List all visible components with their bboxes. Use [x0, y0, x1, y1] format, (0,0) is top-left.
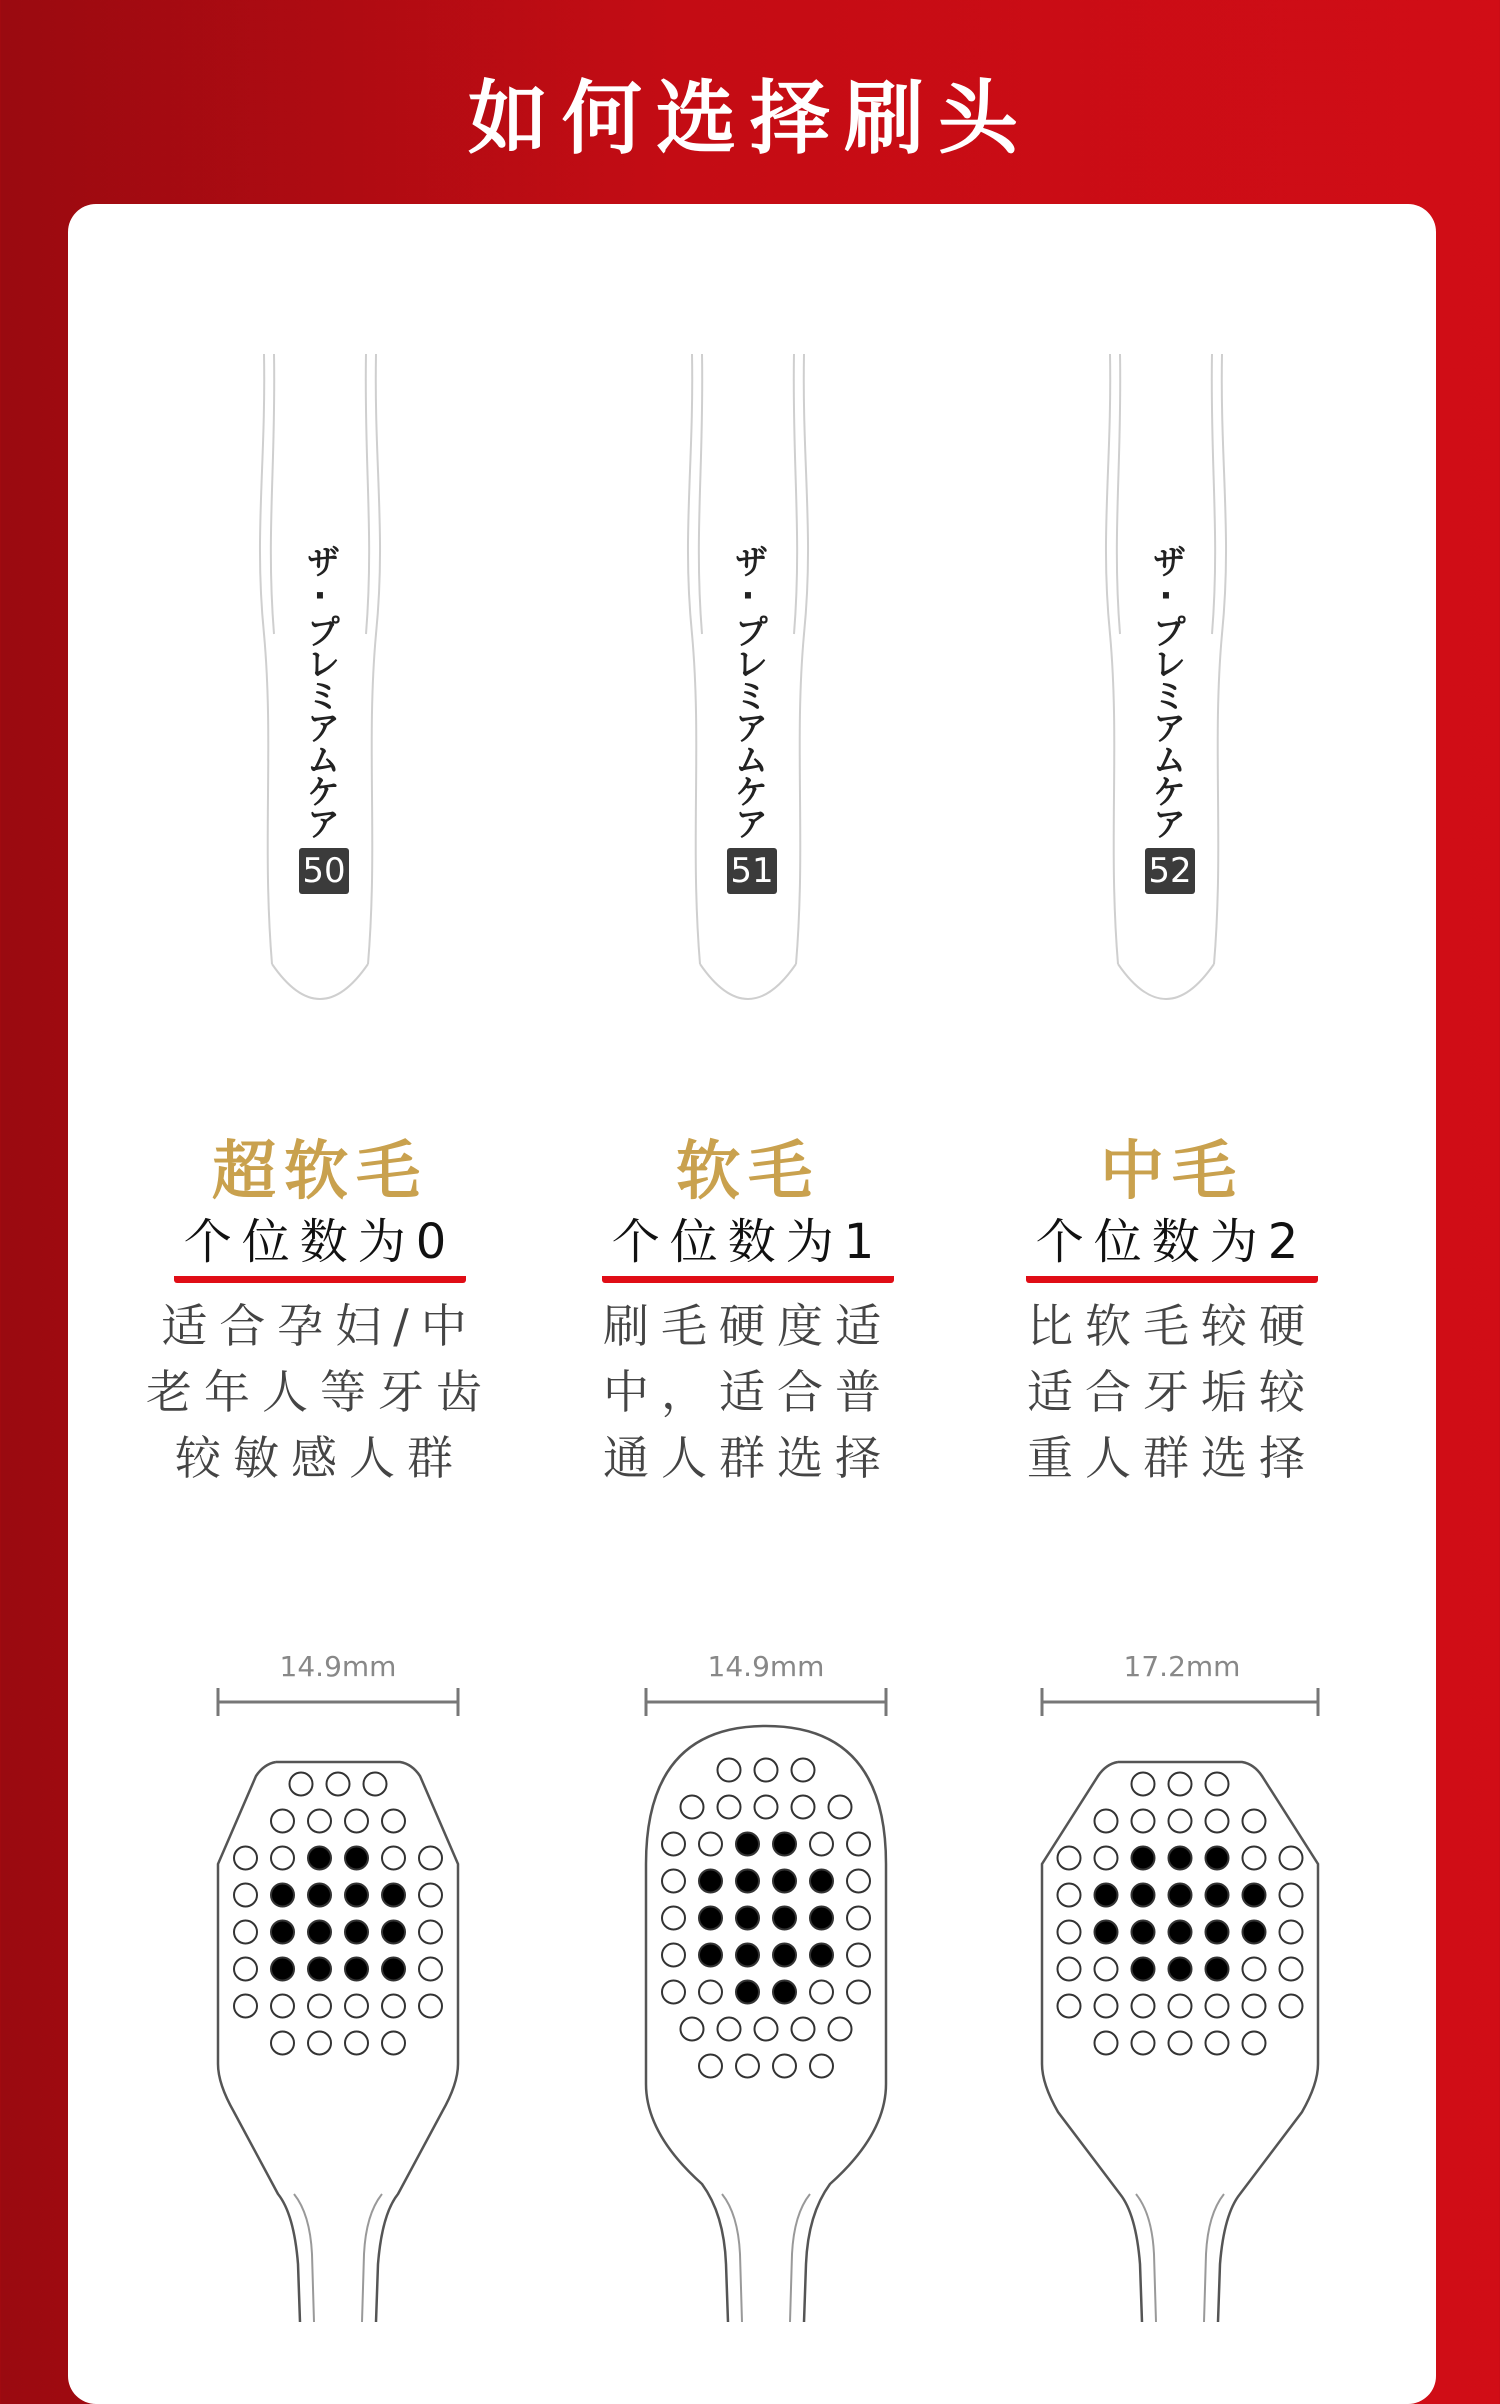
filled-tuft — [382, 1958, 405, 1981]
hollow-tuft — [810, 1981, 833, 2004]
hollow-tuft — [773, 2055, 796, 2078]
filled-tuft — [382, 1921, 405, 1944]
hollow-tuft — [718, 2018, 741, 2041]
hollow-tuft — [810, 2055, 833, 2078]
hollow-tuft — [419, 1958, 442, 1981]
hollow-tuft — [234, 1847, 257, 1870]
hollow-tuft — [1058, 1921, 1081, 1944]
hollow-tuft — [1095, 2032, 1118, 2055]
hollow-tuft — [847, 1944, 870, 1967]
hollow-tuft — [1058, 1847, 1081, 1870]
hollow-tuft — [829, 1796, 852, 1819]
hollow-tuft — [1280, 1995, 1303, 2018]
filled-tuft — [1206, 1884, 1229, 1907]
filled-tuft — [736, 1907, 759, 1930]
filled-tuft — [1132, 1884, 1155, 1907]
firmness-title: 中毛 — [1100, 1135, 1244, 1209]
hollow-tuft — [662, 1944, 685, 1967]
hollow-tuft — [699, 1833, 722, 1856]
hollow-tuft — [419, 1995, 442, 2018]
hollow-tuft — [810, 1833, 833, 1856]
hollow-tuft — [1132, 1773, 1155, 1796]
hollow-tuft — [271, 2032, 294, 2055]
filled-tuft — [1169, 1884, 1192, 1907]
hollow-tuft — [1280, 1921, 1303, 1944]
hollow-tuft — [1169, 1773, 1192, 1796]
filled-tuft — [1095, 1921, 1118, 1944]
filled-tuft — [308, 1884, 331, 1907]
hollow-tuft — [234, 1995, 257, 2018]
content-card — [68, 204, 1436, 2404]
hollow-tuft — [1280, 1884, 1303, 1907]
hollow-tuft — [234, 1921, 257, 1944]
hollow-tuft — [1095, 1847, 1118, 1870]
hollow-tuft — [662, 1907, 685, 1930]
hollow-tuft — [699, 1981, 722, 2004]
filled-tuft — [736, 1833, 759, 1856]
filled-tuft — [810, 1907, 833, 1930]
hollow-tuft — [419, 1847, 442, 1870]
hollow-tuft — [1095, 1810, 1118, 1833]
width-label-52: 17.2mm — [1123, 1650, 1241, 1683]
description-line: 刷毛硬度适 — [603, 1299, 893, 1353]
hollow-tuft — [1095, 1958, 1118, 1981]
filled-tuft — [1206, 1921, 1229, 1944]
filled-tuft — [773, 1981, 796, 2004]
filled-tuft — [1206, 1847, 1229, 1870]
hollow-tuft — [847, 1981, 870, 2004]
hollow-tuft — [419, 1921, 442, 1944]
filled-tuft — [345, 1884, 368, 1907]
hollow-tuft — [345, 1810, 368, 1833]
hollow-tuft — [1058, 1958, 1081, 1981]
hollow-tuft — [847, 1833, 870, 1856]
filled-tuft — [773, 1870, 796, 1893]
filled-tuft — [773, 1833, 796, 1856]
filled-tuft — [736, 1981, 759, 2004]
hollow-tuft — [327, 1773, 350, 1796]
hollow-tuft — [1132, 1995, 1155, 2018]
width-label-50: 14.9mm — [279, 1650, 397, 1683]
filled-tuft — [1243, 1884, 1266, 1907]
brush-head-outline-50 — [218, 1762, 458, 2322]
hollow-tuft — [1132, 2032, 1155, 2055]
hollow-tuft — [829, 2018, 852, 2041]
hollow-tuft — [718, 1759, 741, 1782]
description-line: 较敏感人群 — [175, 1431, 465, 1485]
handle-label-51: ザ·プレミアムケア — [728, 544, 768, 838]
filled-tuft — [736, 1870, 759, 1893]
filled-tuft — [810, 1870, 833, 1893]
hollow-tuft — [382, 1810, 405, 1833]
filled-tuft — [345, 1958, 368, 1981]
handle-label-52: ザ·プレミアムケア — [1146, 544, 1186, 838]
description-line: 通人群选择 — [603, 1431, 893, 1485]
filled-tuft — [1132, 1921, 1155, 1944]
hollow-tuft — [1206, 1773, 1229, 1796]
filled-tuft — [1095, 1884, 1118, 1907]
hollow-tuft — [1095, 1995, 1118, 2018]
filled-tuft — [308, 1847, 331, 1870]
filled-tuft — [271, 1958, 294, 1981]
filled-tuft — [1132, 1958, 1155, 1981]
filled-tuft — [1206, 1958, 1229, 1981]
hollow-tuft — [755, 2018, 778, 2041]
hollow-tuft — [1206, 1995, 1229, 2018]
hollow-tuft — [382, 2032, 405, 2055]
hollow-tuft — [1169, 2032, 1192, 2055]
hollow-tuft — [290, 1773, 313, 1796]
hollow-tuft — [699, 2055, 722, 2078]
hollow-tuft — [1058, 1995, 1081, 2018]
hollow-tuft — [308, 1995, 331, 2018]
hollow-tuft — [1058, 1884, 1081, 1907]
description-line: 适合孕妇/中 — [161, 1299, 479, 1353]
width-label-51: 14.9mm — [707, 1650, 825, 1683]
filled-tuft — [699, 1870, 722, 1893]
rule-text: 个位数为0 — [174, 1210, 467, 1283]
filled-tuft — [308, 1921, 331, 1944]
filled-tuft — [308, 1958, 331, 1981]
hollow-tuft — [736, 2055, 759, 2078]
hollow-tuft — [1243, 1810, 1266, 1833]
rule-text: 个位数为1 — [602, 1210, 895, 1283]
hollow-tuft — [662, 1833, 685, 1856]
model-badge-50: 50 — [299, 848, 349, 894]
hollow-tuft — [1280, 1958, 1303, 1981]
description-line: 适合牙垢较 — [1027, 1365, 1317, 1419]
hollow-tuft — [755, 1759, 778, 1782]
hollow-tuft — [364, 1773, 387, 1796]
hollow-tuft — [271, 1847, 294, 1870]
hollow-tuft — [1280, 1847, 1303, 1870]
hollow-tuft — [234, 1958, 257, 1981]
filled-tuft — [773, 1907, 796, 1930]
hollow-tuft — [662, 1870, 685, 1893]
filled-tuft — [1169, 1847, 1192, 1870]
filled-tuft — [699, 1944, 722, 1967]
hollow-tuft — [792, 1759, 815, 1782]
description-line: 重人群选择 — [1027, 1431, 1317, 1485]
filled-tuft — [1243, 1921, 1266, 1944]
filled-tuft — [1132, 1847, 1155, 1870]
hollow-tuft — [1132, 1810, 1155, 1833]
model-badge-51: 51 — [727, 848, 777, 894]
hollow-tuft — [308, 1810, 331, 1833]
brush-head-diagrams — [68, 204, 1436, 2322]
hollow-tuft — [1243, 1847, 1266, 1870]
hollow-tuft — [382, 1995, 405, 2018]
hollow-tuft — [234, 1884, 257, 1907]
hollow-tuft — [1243, 1995, 1266, 2018]
hollow-tuft — [382, 1847, 405, 1870]
filled-tuft — [271, 1921, 294, 1944]
filled-tuft — [345, 1847, 368, 1870]
hollow-tuft — [1169, 1810, 1192, 1833]
hollow-tuft — [1206, 1810, 1229, 1833]
filled-tuft — [736, 1944, 759, 1967]
filled-tuft — [1169, 1921, 1192, 1944]
hollow-tuft — [1243, 1958, 1266, 1981]
filled-tuft — [271, 1884, 294, 1907]
hollow-tuft — [662, 1981, 685, 2004]
hollow-tuft — [681, 2018, 704, 2041]
hollow-tuft — [792, 2018, 815, 2041]
description-line: 中，适合普 — [603, 1365, 893, 1419]
hollow-tuft — [755, 1796, 778, 1819]
rule-text: 个位数为2 — [1026, 1210, 1319, 1283]
handle-label-50: ザ·プレミアムケア — [300, 544, 340, 838]
firmness-title: 软毛 — [676, 1135, 820, 1209]
hollow-tuft — [271, 1810, 294, 1833]
filled-tuft — [382, 1884, 405, 1907]
hollow-tuft — [1243, 2032, 1266, 2055]
filled-tuft — [773, 1944, 796, 1967]
hollow-tuft — [419, 1884, 442, 1907]
hollow-tuft — [681, 1796, 704, 1819]
hollow-tuft — [718, 1796, 741, 1819]
hollow-tuft — [271, 1995, 294, 2018]
hollow-tuft — [345, 1995, 368, 2018]
filled-tuft — [810, 1944, 833, 1967]
filled-tuft — [699, 1907, 722, 1930]
filled-tuft — [1169, 1958, 1192, 1981]
firmness-title: 超软毛 — [212, 1135, 428, 1209]
model-badge-52: 52 — [1145, 848, 1195, 894]
description-line: 比软毛较硬 — [1027, 1299, 1317, 1353]
hollow-tuft — [792, 1796, 815, 1819]
description-line: 老年人等牙齿 — [146, 1365, 494, 1419]
page-title: 如何选择刷头 — [468, 71, 1032, 165]
hollow-tuft — [847, 1907, 870, 1930]
hollow-tuft — [1169, 1995, 1192, 2018]
filled-tuft — [345, 1921, 368, 1944]
hollow-tuft — [345, 2032, 368, 2055]
hollow-tuft — [1206, 2032, 1229, 2055]
hollow-tuft — [847, 1870, 870, 1893]
hollow-tuft — [308, 2032, 331, 2055]
